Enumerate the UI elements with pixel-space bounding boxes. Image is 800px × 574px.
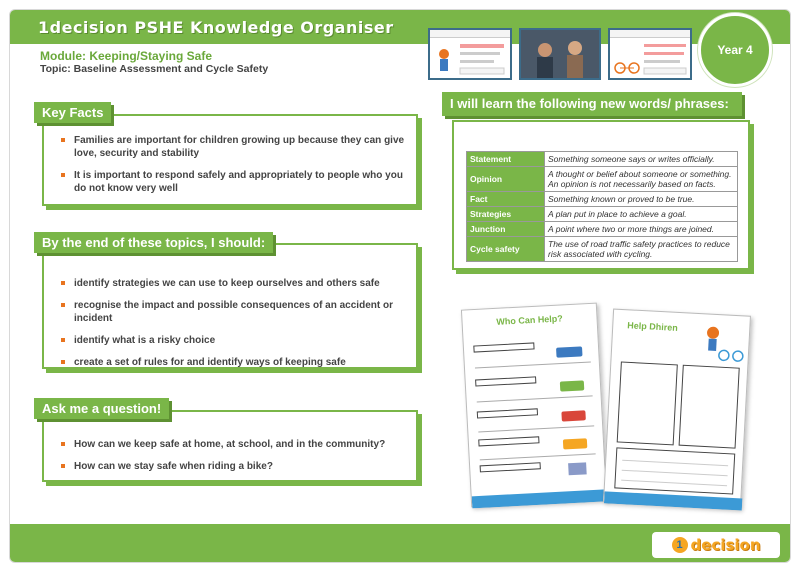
vocab-definition: A thought or belief about someone or something. An opinion is not necessarily based on facts. bbox=[545, 167, 738, 192]
table-row bbox=[467, 222, 738, 237]
key-facts-box bbox=[42, 114, 418, 206]
list-item: How can we stay safe when riding a bike? bbox=[52, 460, 408, 473]
list-item: identify what is a risky choice bbox=[52, 334, 408, 347]
vocab-term: Junction bbox=[467, 222, 545, 237]
list-item: identify strategies we can use to keep ourselves and others safe bbox=[52, 277, 408, 290]
vocab-definition: Something someone says or writes officially. bbox=[545, 152, 738, 167]
table-row bbox=[467, 207, 738, 222]
table-row bbox=[467, 237, 738, 262]
worksheet-panels-icon bbox=[604, 310, 752, 511]
vocab-term: Fact bbox=[467, 192, 545, 207]
video-still-icon bbox=[521, 30, 601, 80]
list-item: recognise the impact and possible consequences of an accident or incident bbox=[52, 299, 408, 325]
outcomes-box bbox=[42, 243, 418, 369]
bike-illustration-icon bbox=[610, 38, 692, 80]
vocab-term: Cycle safety bbox=[467, 237, 545, 262]
worksheet-help-dhiren bbox=[603, 309, 751, 510]
list-item: Families are important for children growing up because they can give love, security and stability bbox=[52, 134, 408, 160]
questions-list bbox=[52, 438, 408, 482]
vocab-table bbox=[466, 151, 738, 262]
lesson-thumbnail-2 bbox=[519, 28, 601, 80]
character-illustration-icon bbox=[430, 38, 512, 80]
list-item: It is important to respond safely and appropriately to people who you do not know very well bbox=[52, 169, 408, 195]
worksheet-title: Who Can Help? bbox=[496, 313, 564, 327]
brand-logo bbox=[652, 532, 780, 558]
page-title: 1decision PSHE Knowledge Organiser bbox=[38, 18, 394, 37]
vocab-definition: The use of road traffic safety practices to reduce risk associated with cycling. bbox=[545, 237, 738, 262]
lesson-thumbnail-1 bbox=[428, 28, 512, 80]
worksheet-title: Help Dhiren bbox=[627, 320, 679, 333]
key-facts-list bbox=[52, 134, 408, 204]
year-badge: Year 4 bbox=[698, 13, 772, 87]
vocab-definition: A point where two or more things are joined. bbox=[545, 222, 738, 237]
questions-title: Ask me a question! bbox=[34, 398, 169, 419]
vocab-title: I will learn the following new words/ phrases: bbox=[442, 92, 742, 116]
lesson-thumbnail-3 bbox=[608, 28, 692, 80]
vocab-term: Statement bbox=[467, 152, 545, 167]
key-facts-title: Key Facts bbox=[34, 102, 111, 123]
outcomes-title: By the end of these topics, I should: bbox=[34, 232, 273, 253]
logo-mark-icon: 1 bbox=[672, 537, 688, 553]
vocab-definition: Something known or proved to be true. bbox=[545, 192, 738, 207]
vocab-term: Strategies bbox=[467, 207, 545, 222]
list-item: How can we keep safe at home, at school, and in the community? bbox=[52, 438, 408, 451]
table-row bbox=[467, 167, 738, 192]
worksheet-rows-icon bbox=[462, 304, 608, 509]
vocab-box bbox=[452, 120, 750, 270]
table-row bbox=[467, 152, 738, 167]
table-row bbox=[467, 192, 738, 207]
knowledge-organiser-page bbox=[9, 9, 791, 563]
module-label: Module: Keeping/Staying Safe bbox=[40, 49, 213, 63]
outcomes-list bbox=[52, 277, 408, 378]
vocab-term: Opinion bbox=[467, 167, 545, 192]
list-item: create a set of rules for and identify ways of keeping safe bbox=[52, 356, 408, 369]
logo-text: decision bbox=[690, 536, 761, 554]
questions-box bbox=[42, 410, 418, 482]
vocab-definition: A plan put in place to achieve a goal. bbox=[545, 207, 738, 222]
topic-label: Topic: Baseline Assessment and Cycle Safety bbox=[40, 63, 269, 75]
worksheet-who-can-help bbox=[461, 303, 607, 508]
